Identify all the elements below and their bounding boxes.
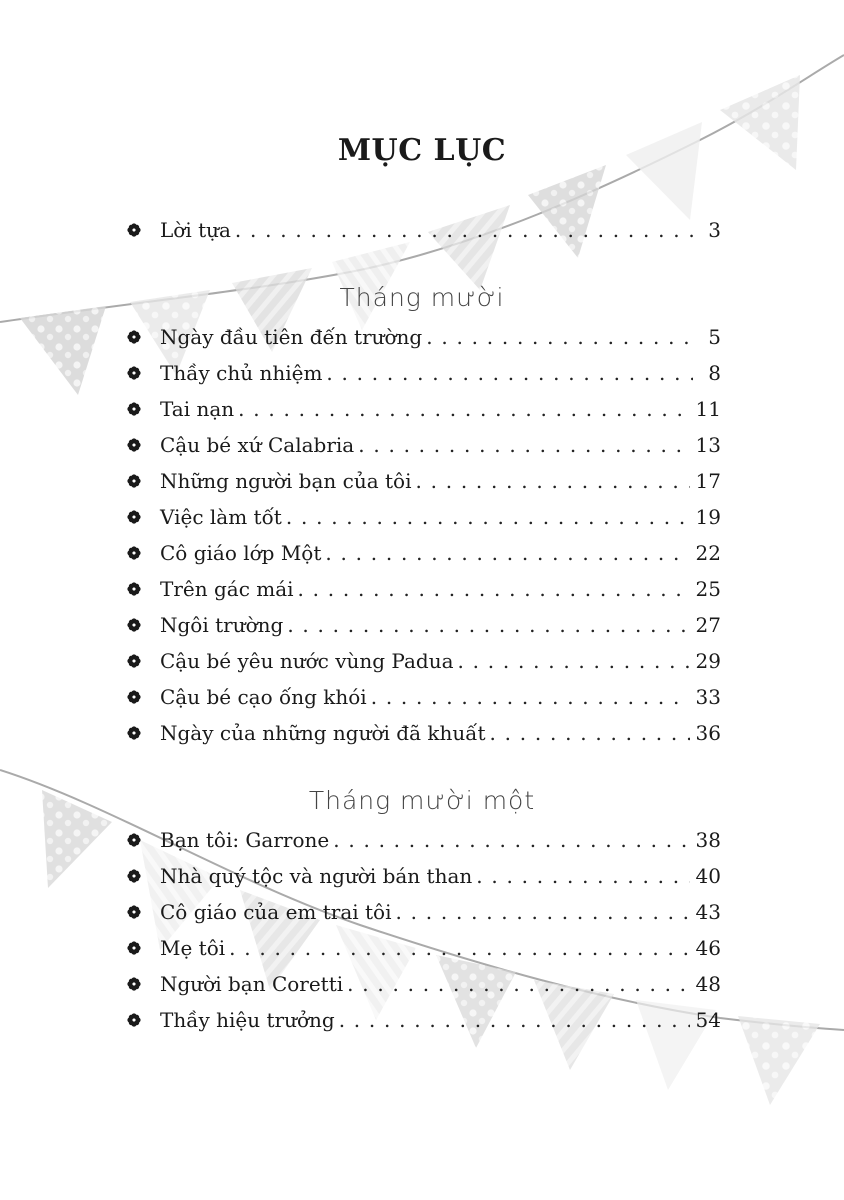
toc-page-number: 22 [695, 541, 721, 565]
toc-entry-preface[interactable] [127, 212, 721, 248]
section-heading-thang-muoi: Tháng mười [339, 283, 505, 312]
toc-preface [127, 212, 721, 248]
flower-bullet-icon [127, 726, 141, 740]
dot-leader [286, 505, 690, 529]
dot-leader [339, 1008, 690, 1032]
flower-bullet-icon [127, 546, 141, 560]
toc-entry[interactable] [127, 894, 721, 930]
toc-page-number: 48 [695, 972, 721, 996]
toc-page-number: 25 [695, 577, 721, 601]
toc-entry-title: Cậu bé cạo ống khói [160, 685, 367, 709]
dot-leader [287, 613, 689, 637]
flower-bullet-icon [127, 905, 141, 919]
toc-entry-title: Tai nạn [160, 397, 235, 421]
flower-bullet-icon [127, 366, 141, 380]
toc-page-number: 5 [708, 325, 721, 349]
toc-entry[interactable] [127, 930, 721, 966]
toc-entry-title: Cậu bé yêu nước vùng Padua [160, 649, 454, 673]
toc-page-number: 54 [695, 1008, 721, 1032]
toc-entry-title: Những người bạn của tôi [160, 469, 412, 493]
toc-entry[interactable] [127, 966, 721, 1002]
toc-page-number: 46 [695, 936, 721, 960]
toc-entry[interactable] [127, 427, 721, 463]
toc-entry[interactable] [127, 858, 721, 894]
toc-entry[interactable] [127, 355, 721, 391]
toc-entry-title: Ngày của những người đã khuất [160, 721, 486, 745]
toc-entry-title: Lời tựa [160, 218, 231, 242]
dot-leader [458, 649, 690, 673]
toc-page-number: 33 [695, 685, 721, 709]
flower-bullet-icon [127, 618, 141, 632]
flower-bullet-icon [127, 402, 141, 416]
page-title: MỤC LỤC [337, 133, 507, 168]
toc-section-1 [127, 319, 721, 751]
flower-bullet-icon [127, 654, 141, 668]
toc-entry[interactable] [127, 679, 721, 715]
toc-entry-title: Cô giáo lớp Một [160, 541, 322, 565]
toc-entry-title: Nhà quý tộc và người bán than [160, 864, 473, 888]
flower-bullet-icon [127, 977, 141, 991]
toc-page-number: 40 [695, 864, 721, 888]
dot-leader [476, 864, 689, 888]
flower-bullet-icon [127, 941, 141, 955]
toc-entry[interactable] [127, 715, 721, 751]
toc-entry[interactable] [127, 499, 721, 535]
toc-entry[interactable] [127, 535, 721, 571]
dot-leader [333, 828, 689, 852]
flower-bullet-icon [127, 1013, 141, 1027]
flower-bullet-icon [127, 833, 141, 847]
toc-entry-title: Ngày đầu tiên đến trường [160, 325, 423, 349]
toc-entry-title: Thầy chủ nhiệm [160, 361, 323, 385]
toc-entry-title: Cậu bé xứ Calabria [160, 433, 355, 457]
toc-page-number: 8 [708, 361, 721, 385]
flower-bullet-icon [127, 869, 141, 883]
toc-entry[interactable] [127, 463, 721, 499]
toc-page-number: 19 [695, 505, 721, 529]
toc-entry[interactable] [127, 319, 721, 355]
dot-leader [238, 397, 689, 421]
toc-entry[interactable] [127, 571, 721, 607]
toc-page-number: 11 [695, 397, 721, 421]
dot-leader [371, 685, 690, 709]
toc-page-number: 43 [695, 900, 721, 924]
dot-leader [358, 433, 689, 457]
flower-bullet-icon [127, 438, 141, 452]
toc-entry[interactable] [127, 822, 721, 858]
toc-entry-title: Ngôi trường [160, 613, 284, 637]
flower-bullet-icon [127, 330, 141, 344]
toc-entry[interactable] [127, 643, 721, 679]
toc-page-number: 29 [695, 649, 721, 673]
dot-leader [325, 541, 689, 565]
toc-page-number: 3 [708, 218, 721, 242]
toc-page-number: 36 [695, 721, 721, 745]
dot-leader [415, 469, 689, 493]
toc-entry-title: Bạn tôi: Garrone [160, 828, 330, 852]
dot-leader [347, 972, 689, 996]
toc-entry[interactable] [127, 1002, 721, 1038]
toc-entry-title: Trên gác mái [160, 577, 294, 601]
dot-leader [490, 721, 690, 745]
section-heading-thang-muoi-mot: Tháng mười một [308, 786, 536, 815]
toc-entry[interactable] [127, 391, 721, 427]
toc-page-number: 38 [695, 828, 721, 852]
toc-entry-title: Thầy hiệu trưởng [160, 1008, 335, 1032]
toc-entry-title: Việc làm tốt [160, 505, 282, 529]
dot-leader [235, 218, 693, 242]
flower-bullet-icon [127, 223, 141, 237]
toc-page-number: 13 [695, 433, 721, 457]
toc-page-number: 27 [695, 613, 721, 637]
dot-leader [326, 361, 693, 385]
flower-bullet-icon [127, 690, 141, 704]
flower-bullet-icon [127, 510, 141, 524]
toc-entry-title: Mẹ tôi [160, 936, 226, 960]
dot-leader [396, 900, 690, 924]
toc-entry-title: Người bạn Coretti [160, 972, 344, 996]
flower-bullet-icon [127, 582, 141, 596]
dot-leader [426, 325, 693, 349]
flower-bullet-icon [127, 474, 141, 488]
dot-leader [229, 936, 689, 960]
toc-entry[interactable] [127, 607, 721, 643]
toc-page-number: 17 [695, 469, 721, 493]
dot-leader [298, 577, 690, 601]
toc-entry-title: Cô giáo của em trai tôi [160, 900, 392, 924]
toc-section-2 [127, 822, 721, 1038]
